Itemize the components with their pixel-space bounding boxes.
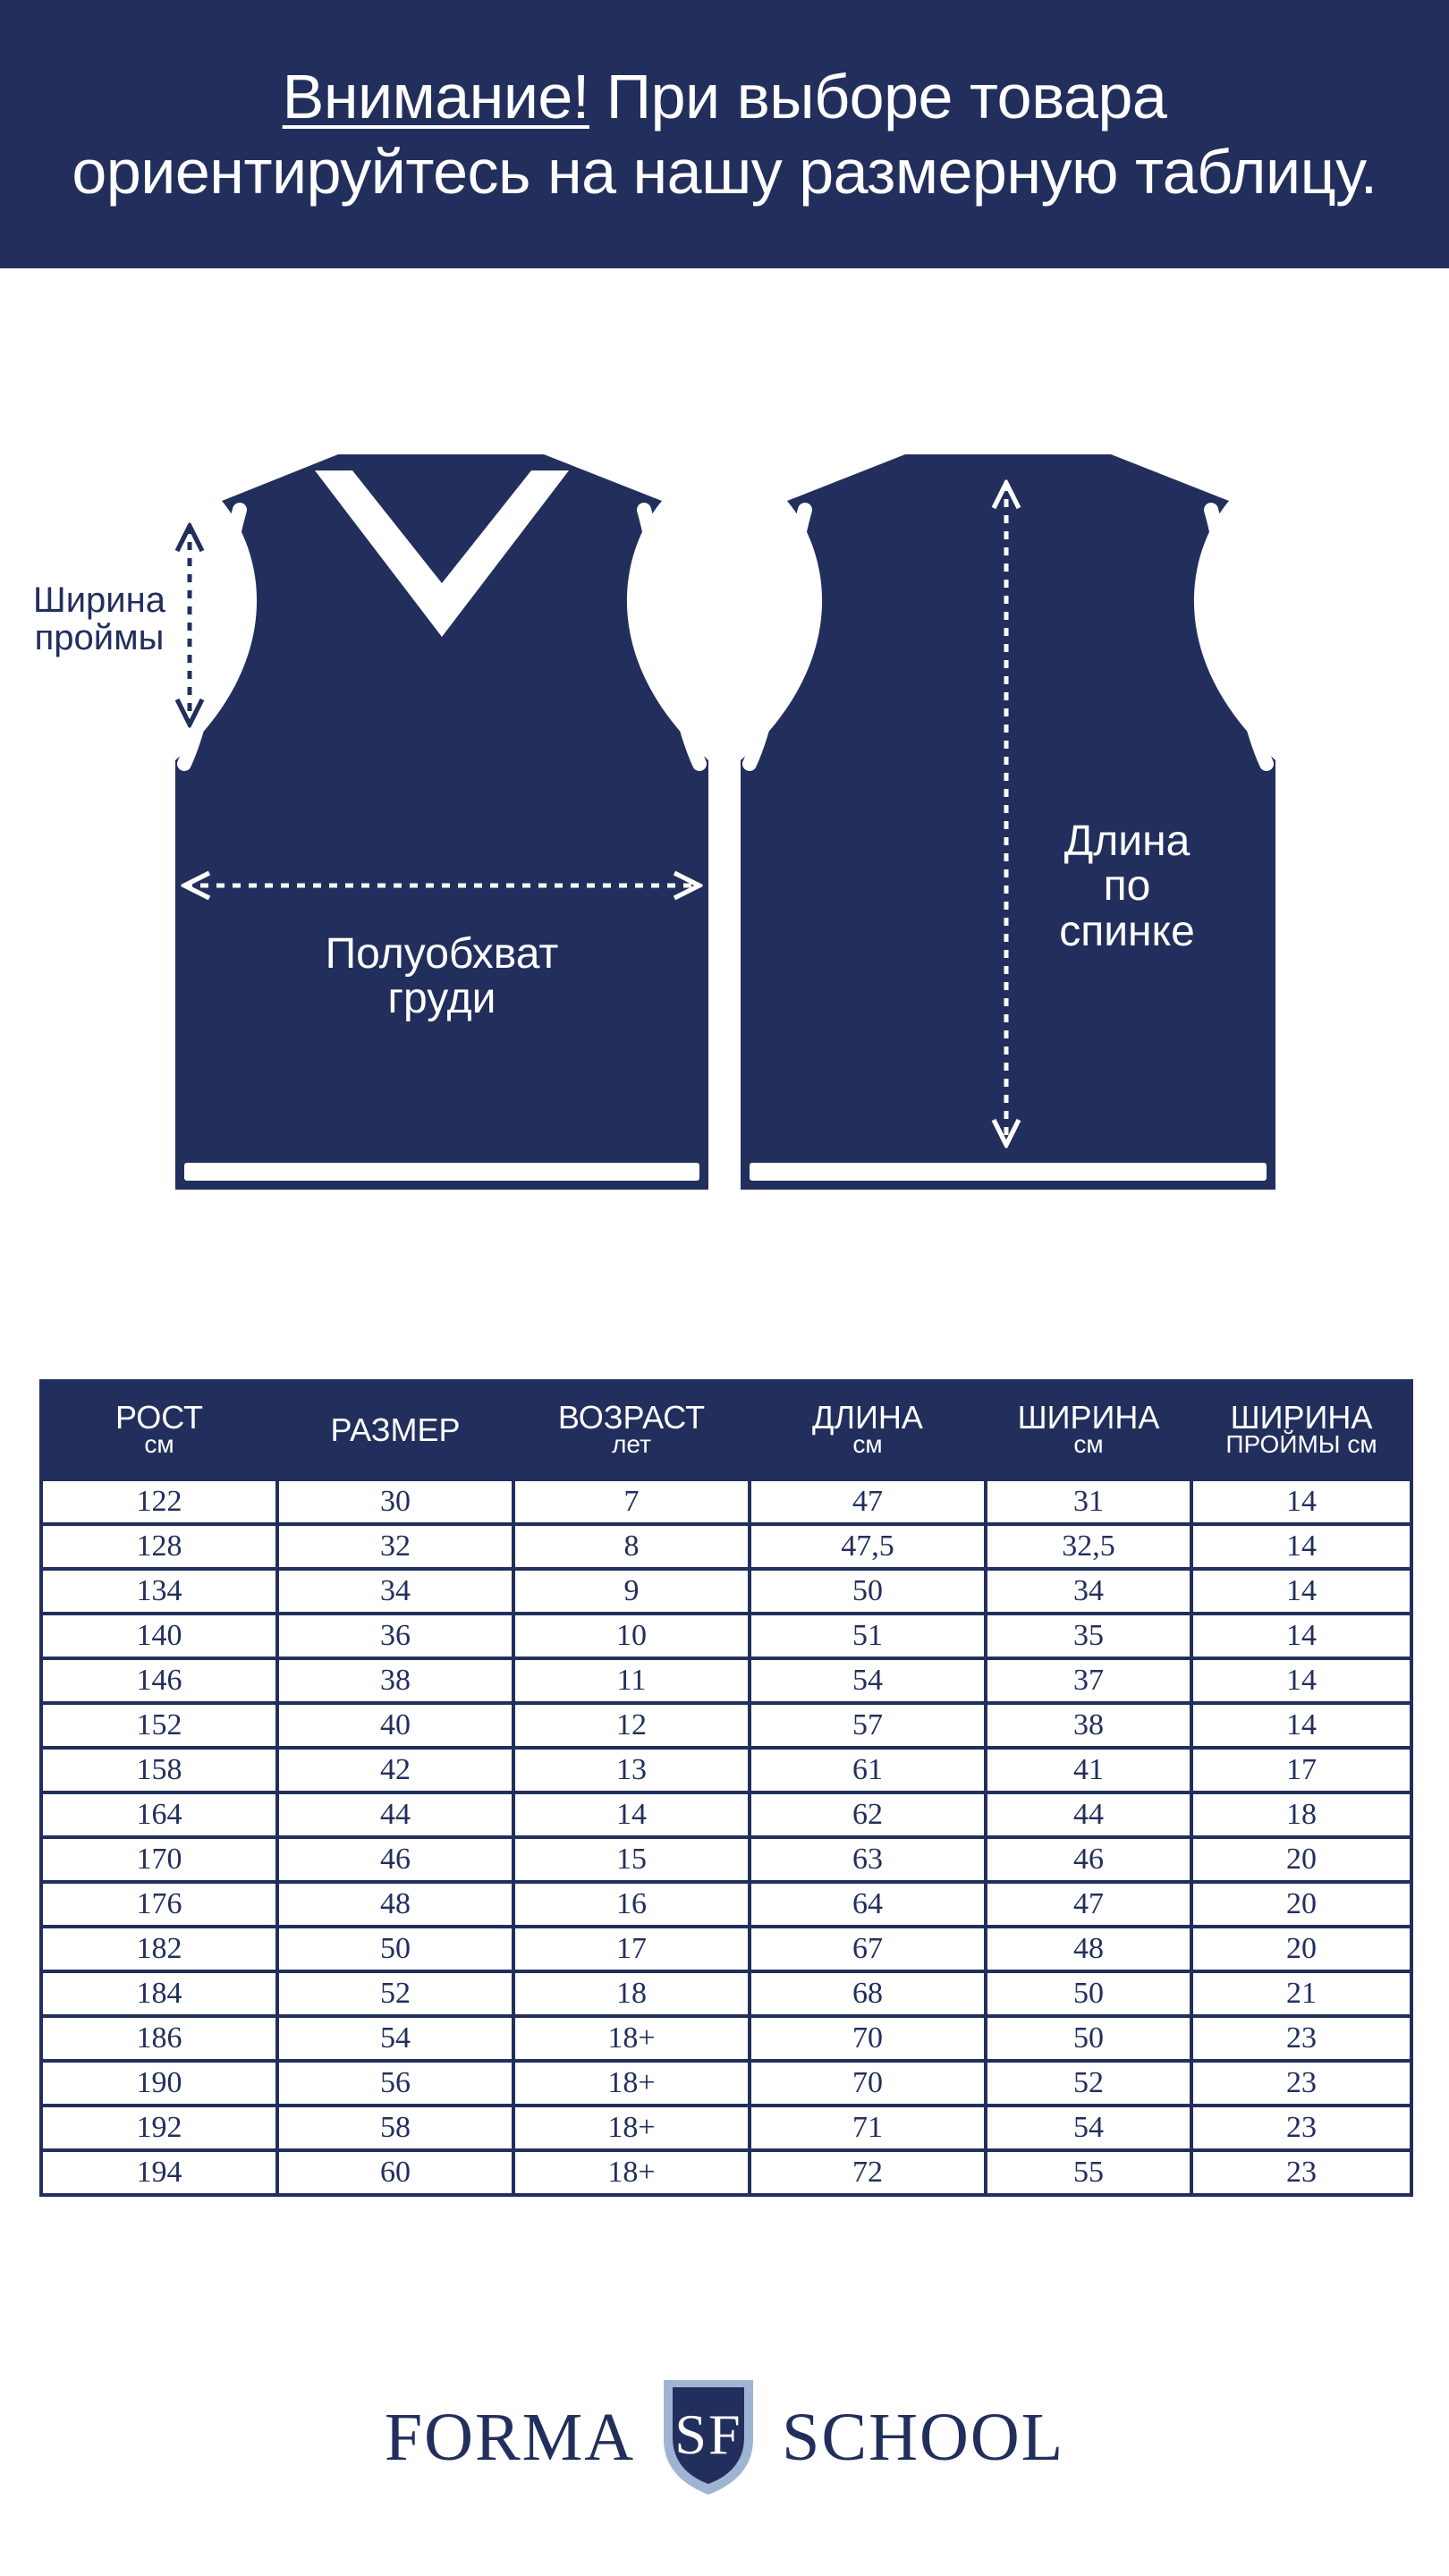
table-row	[41, 1524, 1411, 1569]
chest-label	[263, 932, 621, 1022]
table-cell: 152	[41, 1703, 277, 1748]
size-table-body	[41, 1479, 1411, 2195]
table-cell: 128	[41, 1524, 277, 1569]
table-cell: 23	[1191, 2016, 1411, 2061]
table-cell: 170	[41, 1837, 277, 1882]
table-cell: 46	[277, 1837, 513, 1882]
table-cell: 8	[513, 1524, 750, 1569]
table-cell: 23	[1191, 2106, 1411, 2150]
table-cell: 70	[750, 2061, 986, 2106]
shield-icon	[658, 2377, 758, 2498]
table-cell: 18+	[513, 2061, 750, 2106]
table-cell: 40	[277, 1703, 513, 1748]
table-cell: 50	[277, 1927, 513, 1971]
table-cell: 16	[513, 1882, 750, 1927]
table-cell: 51	[750, 1614, 986, 1658]
length-label-line-1: Длина	[1063, 818, 1191, 865]
table-cell: 36	[277, 1614, 513, 1658]
table-cell: 52	[986, 2061, 1191, 2106]
table-cell: 37	[986, 1658, 1191, 1703]
table-cell: 72	[750, 2150, 986, 2195]
table-cell: 50	[986, 1971, 1191, 2016]
header-row	[41, 1381, 1411, 1479]
table-row	[41, 1792, 1411, 1837]
column-header	[986, 1381, 1191, 1479]
armhole-label-line-1: Ширина	[33, 580, 165, 620]
length-label	[1020, 819, 1234, 954]
table-cell: 30	[277, 1479, 513, 1524]
logo-monogram: SF	[674, 2402, 742, 2466]
column-header-unit: см	[144, 1430, 174, 1458]
banner-line-1-text: При выборе товара	[589, 62, 1167, 131]
table-cell: 71	[750, 2106, 986, 2150]
table-row	[41, 2016, 1411, 2061]
table-cell: 34	[986, 1569, 1191, 1614]
table-cell: 23	[1191, 2150, 1411, 2195]
table-cell: 12	[513, 1703, 750, 1748]
table-row	[41, 2061, 1411, 2106]
column-header	[750, 1381, 986, 1479]
table-row	[41, 1748, 1411, 1792]
table-cell: 140	[41, 1614, 277, 1658]
table-row	[41, 2106, 1411, 2150]
table-cell: 134	[41, 1569, 277, 1614]
column-header	[277, 1381, 513, 1479]
table-cell: 184	[41, 1971, 277, 2016]
table-row	[41, 1569, 1411, 1614]
table-cell: 48	[986, 1927, 1191, 1971]
table-cell: 54	[750, 1658, 986, 1703]
table-cell: 20	[1191, 1882, 1411, 1927]
table-cell: 190	[41, 2061, 277, 2106]
vest-front	[175, 454, 708, 1190]
table-row	[41, 1479, 1411, 1524]
table-cell: 38	[986, 1703, 1191, 1748]
table-cell: 48	[277, 1882, 513, 1927]
brand-logo	[0, 2370, 1449, 2504]
table-cell: 70	[750, 2016, 986, 2061]
table-row	[41, 1658, 1411, 1703]
table-cell: 47,5	[750, 1524, 986, 1569]
table-cell: 63	[750, 1837, 986, 1882]
table-cell: 67	[750, 1927, 986, 1971]
table-row	[41, 1703, 1411, 1748]
table-cell: 14	[1191, 1524, 1411, 1569]
table-cell: 164	[41, 1792, 277, 1837]
table-cell: 38	[277, 1658, 513, 1703]
column-header	[513, 1381, 750, 1479]
table-cell: 10	[513, 1614, 750, 1658]
table-cell: 14	[513, 1792, 750, 1837]
column-header-title: ШИРИНА	[1230, 1399, 1373, 1436]
table-cell: 47	[986, 1882, 1191, 1927]
banner-line-1	[283, 59, 1167, 134]
table-cell: 32,5	[986, 1524, 1191, 1569]
table-cell: 192	[41, 2106, 277, 2150]
table-cell: 44	[277, 1792, 513, 1837]
table-cell: 31	[986, 1479, 1191, 1524]
table-cell: 55	[986, 2150, 1191, 2195]
table-cell: 11	[513, 1658, 750, 1703]
table-cell: 54	[277, 2016, 513, 2061]
table-cell: 7	[513, 1479, 750, 1524]
table-cell: 50	[986, 2016, 1191, 2061]
table-cell: 176	[41, 1882, 277, 1927]
table-cell: 146	[41, 1658, 277, 1703]
table-cell: 14	[1191, 1614, 1411, 1658]
table-cell: 50	[750, 1569, 986, 1614]
table-cell: 41	[986, 1748, 1191, 1792]
table-cell: 13	[513, 1748, 750, 1792]
size-table	[39, 1379, 1413, 2197]
table-row	[41, 1882, 1411, 1927]
table-cell: 35	[986, 1614, 1191, 1658]
table-cell: 9	[513, 1569, 750, 1614]
column-header-unit: см	[1073, 1430, 1104, 1458]
table-cell: 60	[277, 2150, 513, 2195]
table-cell: 57	[750, 1703, 986, 1748]
table-cell: 62	[750, 1792, 986, 1837]
table-cell: 68	[750, 1971, 986, 2016]
table-cell: 44	[986, 1792, 1191, 1837]
column-header-title: ДЛИНА	[812, 1399, 923, 1436]
table-cell: 64	[750, 1882, 986, 1927]
table-cell: 46	[986, 1837, 1191, 1882]
column-header-title: ВОЗРАСТ	[557, 1399, 706, 1436]
table-cell: 194	[41, 2150, 277, 2195]
attention-word: Внимание!	[282, 62, 589, 131]
table-cell: 20	[1191, 1837, 1411, 1882]
table-row	[41, 1837, 1411, 1882]
table-cell: 58	[277, 2106, 513, 2150]
column-header-unit: ПРОЙМЫ см	[1225, 1430, 1377, 1458]
table-cell: 186	[41, 2016, 277, 2061]
column-header	[1191, 1381, 1411, 1479]
column-header-title: РОСТ	[114, 1399, 203, 1436]
table-row	[41, 1971, 1411, 2016]
logo-text-left: FORMA	[384, 2399, 636, 2475]
table-cell: 52	[277, 1971, 513, 2016]
column-header-unit: лет	[612, 1430, 651, 1458]
table-cell: 23	[1191, 2061, 1411, 2106]
table-cell: 182	[41, 1927, 277, 1971]
table-cell: 122	[41, 1479, 277, 1524]
armhole-label	[23, 581, 175, 657]
column-header-title: РАЗМЕР	[330, 1411, 461, 1448]
table-row	[41, 1927, 1411, 1971]
size-table-header	[41, 1381, 1411, 1479]
column-header-title: ШИРИНА	[1017, 1399, 1160, 1436]
table-cell: 18+	[513, 2016, 750, 2061]
table-cell: 34	[277, 1569, 513, 1614]
table-cell: 14	[1191, 1658, 1411, 1703]
table-cell: 20	[1191, 1927, 1411, 1971]
chest-label-line-2: груди	[387, 975, 496, 1023]
armhole-label-line-2: проймы	[34, 618, 165, 657]
table-cell: 15	[513, 1837, 750, 1882]
header-banner	[0, 0, 1449, 268]
table-cell: 18+	[513, 2150, 750, 2195]
chest-label-line-1: Полуобхват	[325, 930, 559, 978]
table-cell: 21	[1191, 1971, 1411, 2016]
column-header-unit: см	[852, 1430, 883, 1458]
banner-line-2: ориентируйтесь на нашу размерную таблицу.	[72, 137, 1377, 207]
length-label-line-3: спинке	[1059, 907, 1195, 955]
table-cell: 14	[1191, 1703, 1411, 1748]
table-cell: 56	[277, 2061, 513, 2106]
table-cell: 18	[513, 1971, 750, 2016]
table-row	[41, 1614, 1411, 1658]
vest-diagram	[0, 429, 1449, 1216]
table-cell: 18+	[513, 2106, 750, 2150]
table-cell: 14	[1191, 1479, 1411, 1524]
logo-text-right: SCHOOL	[782, 2399, 1065, 2475]
table-cell: 17	[1191, 1748, 1411, 1792]
table-cell: 61	[750, 1748, 986, 1792]
table-cell: 54	[986, 2106, 1191, 2150]
table-cell: 18	[1191, 1792, 1411, 1837]
table-cell: 17	[513, 1927, 750, 1971]
table-cell: 42	[277, 1748, 513, 1792]
table-cell: 14	[1191, 1569, 1411, 1614]
length-label-line-2: по	[1103, 862, 1151, 911]
table-row	[41, 2150, 1411, 2195]
table-cell: 47	[750, 1479, 986, 1524]
table-cell: 32	[277, 1524, 513, 1569]
table-cell: 158	[41, 1748, 277, 1792]
column-header	[41, 1381, 277, 1479]
